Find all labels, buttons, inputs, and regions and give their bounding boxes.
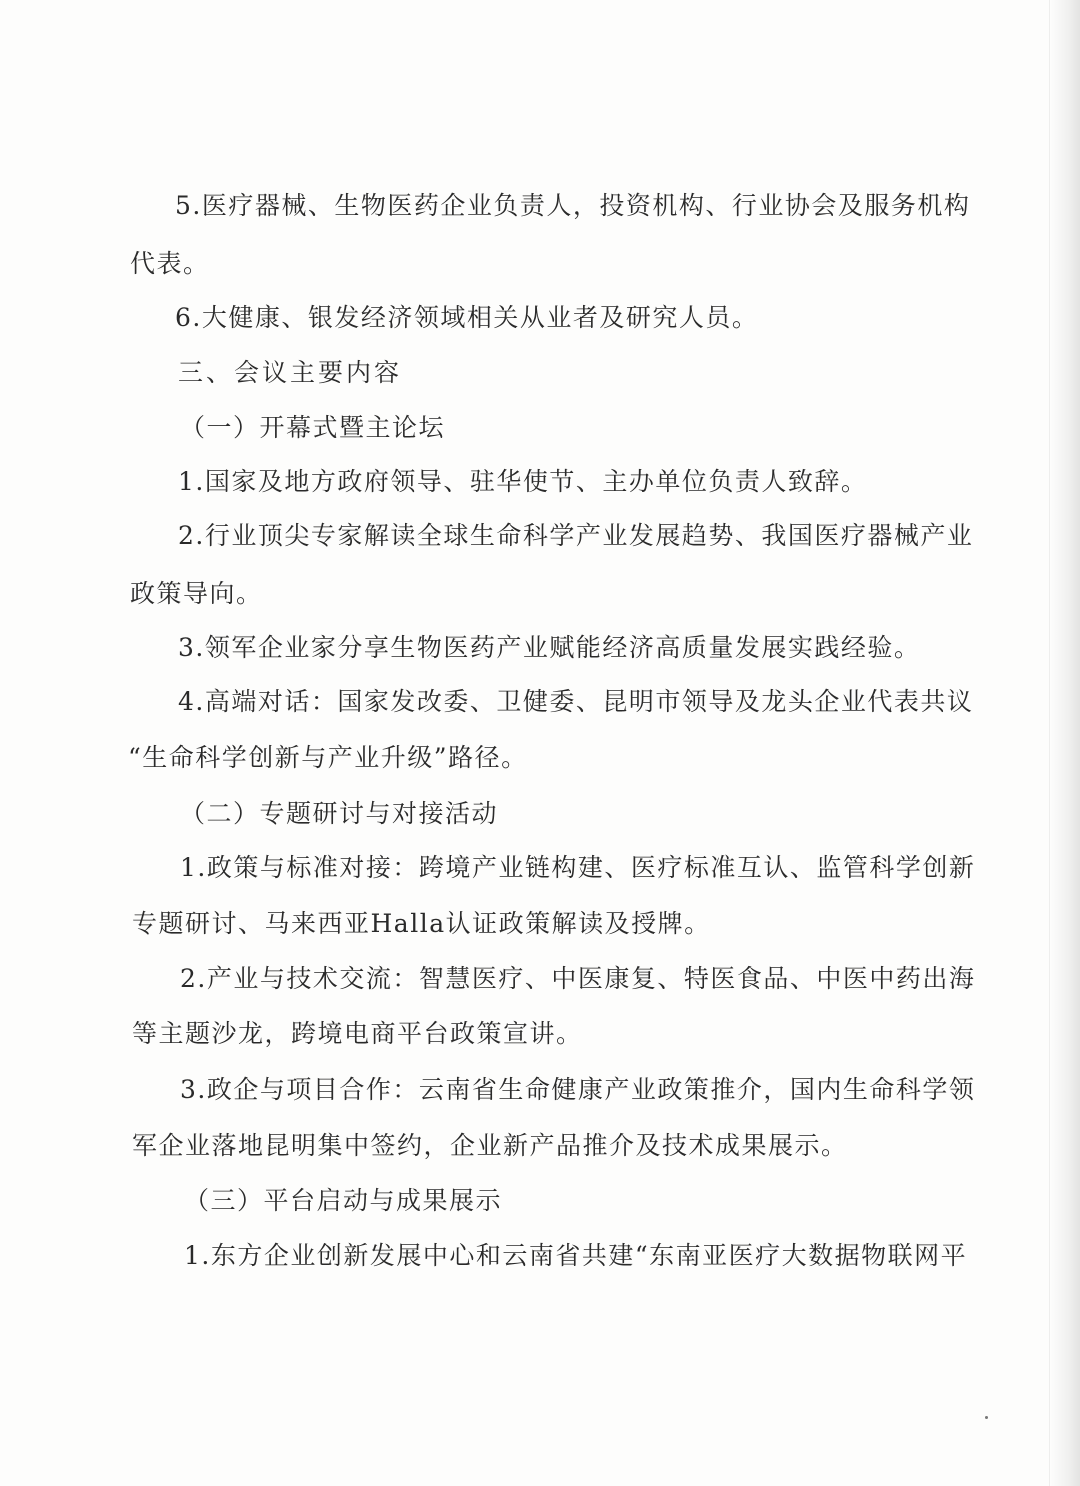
- subsection-1-item-3: 3.领军企业家分享生物医药产业赋能经济高质量发展实践经验。: [178, 633, 921, 662]
- subsection-heading-3: （三）平台启动与成果展示: [184, 1186, 503, 1215]
- subsection-1-item-1: 1.国家及地方政府领导、驻华使节、主办单位负责人致辞。: [178, 467, 868, 496]
- subsection-2-item-1-continuation: 专题研讨、马来西亚Halla认证政策解读及授牌。: [132, 909, 711, 938]
- subsection-2-item-3: 3.政企与项目合作：云南省生命健康产业政策推介，国内生命科学领: [180, 1075, 976, 1104]
- subsection-2-item-2: 2.产业与技术交流：智慧医疗、中医康复、特医食品、中医中药出海: [180, 964, 976, 993]
- subsection-heading-2: （二）专题研讨与对接活动: [180, 799, 499, 828]
- subsection-heading-1: （一）开幕式暨主论坛: [180, 413, 446, 442]
- list-item-5-continuation: 代表。: [130, 249, 210, 278]
- list-item-6: 6.大健康、银发经济领域相关从业者及研究人员。: [175, 303, 759, 332]
- subsection-1-item-2-continuation: 政策导向。: [130, 579, 263, 608]
- subsection-1-item-4-continuation: “生命科学创新与产业升级”路径。: [128, 743, 528, 772]
- subsection-2-item-3-continuation: 军企业落地昆明集中签约，企业新产品推介及技术成果展示。: [132, 1131, 848, 1160]
- subsection-1-item-2: 2.行业顶尖专家解读全球生命科学产业发展趋势、我国医疗器械产业: [178, 521, 974, 550]
- section-heading-3: 三、会议主要内容: [178, 358, 403, 387]
- list-item-5: 5.医疗器械、生物医药企业负责人，投资机构、行业协会及服务机构: [175, 191, 971, 220]
- subsection-2-item-2-continuation: 等主题沙龙，跨境电商平台政策宣讲。: [132, 1019, 583, 1048]
- scan-speck: [985, 1416, 988, 1419]
- subsection-2-item-1: 1.政策与标准对接：跨境产业链构建、医疗标准互认、监管科学创新: [180, 853, 976, 882]
- subsection-1-item-4: 4.高端对话：国家发改委、卫健委、昆明市领导及龙头企业代表共议: [178, 687, 974, 716]
- subsection-3-item-1: 1.东方企业创新发展中心和云南省共建“东南亚医疗大数据物联网平: [184, 1241, 968, 1270]
